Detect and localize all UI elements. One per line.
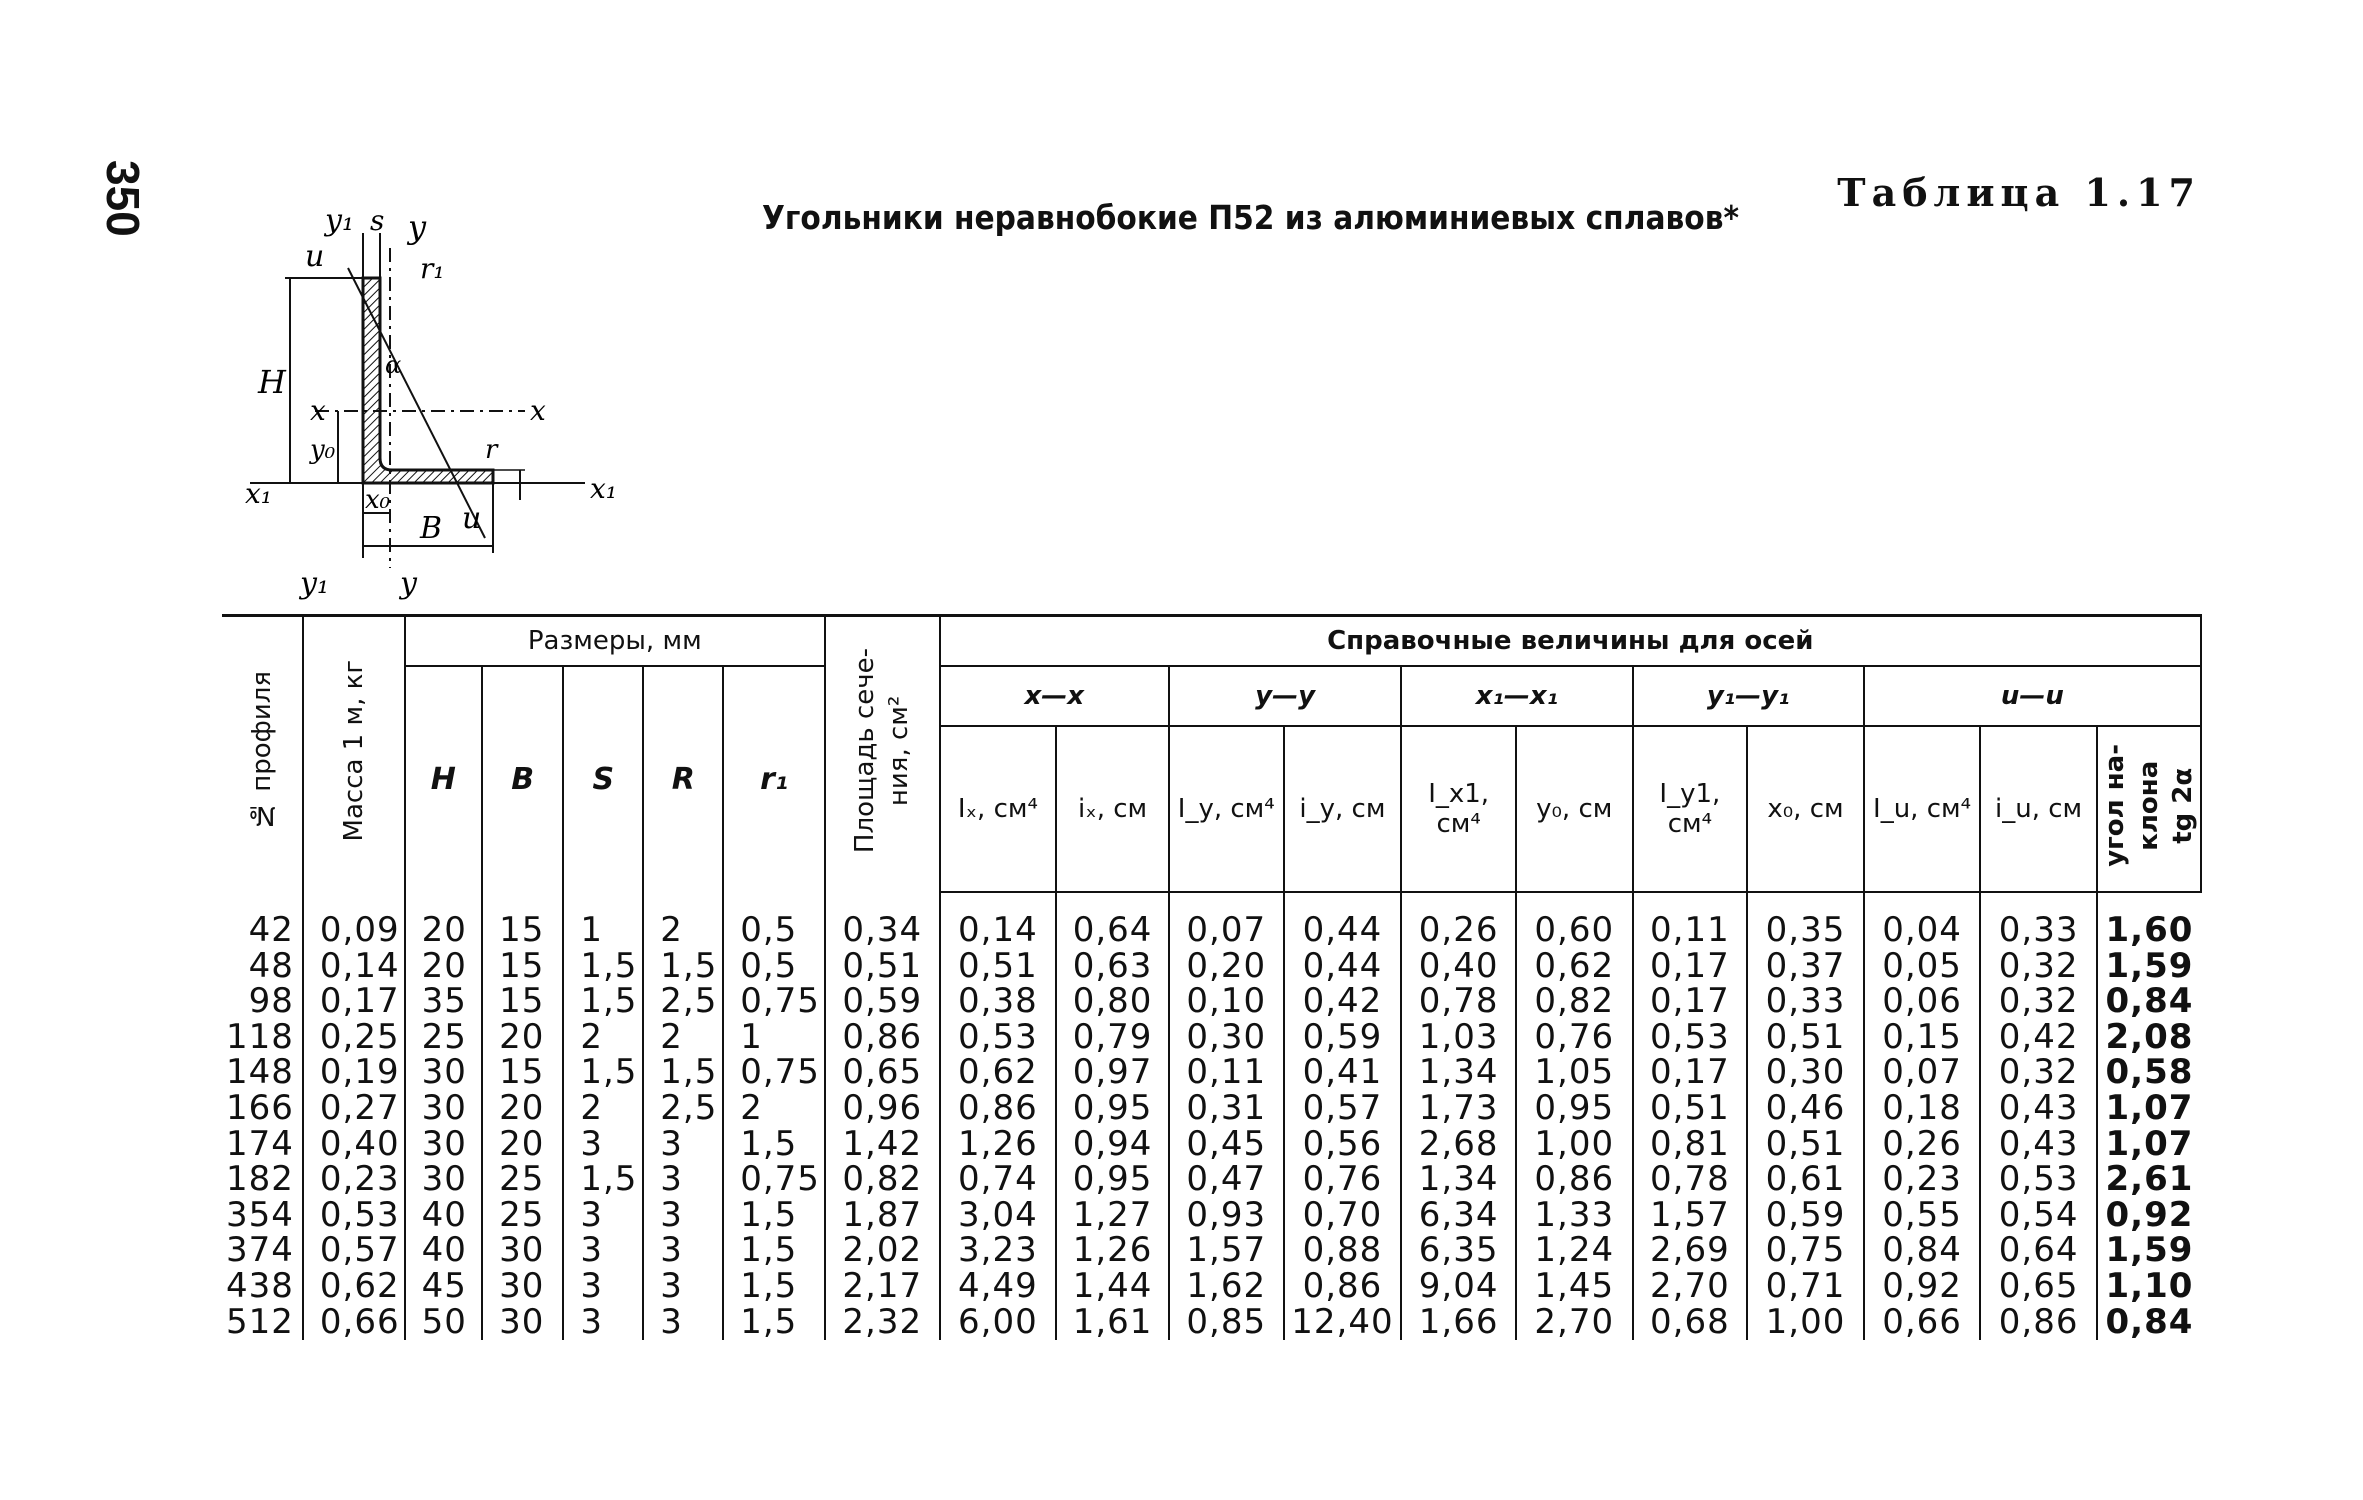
table-cell: 0,51: [1747, 1127, 1864, 1163]
table-cell: 148: [226, 1052, 294, 1093]
table-cell: 0,64: [1980, 1233, 2097, 1269]
table-cell: 0,44: [1284, 949, 1402, 985]
col-Iy: I_y, см⁴: [1169, 726, 1284, 892]
table-cell: 0,61: [1747, 1162, 1864, 1198]
table-cell: 1,07: [2097, 1127, 2201, 1163]
table-cell: 0,84: [2097, 984, 2201, 1020]
table-cell: 0,23: [303, 1162, 405, 1198]
table-cell: 1,34: [1401, 1055, 1516, 1091]
table-cell: 0,40: [1401, 949, 1516, 985]
table-cell: 1,66: [1401, 1305, 1516, 1341]
label-x-right: x: [530, 394, 546, 427]
table-cell: 9,04: [1401, 1269, 1516, 1305]
table-cell: 0,75: [1747, 1233, 1864, 1269]
table-row: [222, 1020, 2201, 1056]
table-cell: 0,70: [1284, 1198, 1402, 1234]
table-cell: 45: [405, 1269, 482, 1305]
table-cell: 1,34: [1401, 1162, 1516, 1198]
table-cell: 0,30: [1747, 1055, 1864, 1091]
table-cell: 20: [482, 1091, 563, 1127]
table-cell: 0,65: [1980, 1269, 2097, 1305]
profile-table: [222, 614, 2202, 1340]
table-cell: 1,5: [723, 1233, 825, 1269]
table-cell: 0,32: [1980, 1055, 2097, 1091]
table-cell: 1,42: [825, 1127, 940, 1163]
table-cell: 0,34: [825, 892, 940, 949]
table-cell: 0,93: [1169, 1198, 1284, 1234]
table-cell: 35: [405, 984, 482, 1020]
table-row: [222, 892, 2201, 949]
axis-x-x: x—x: [940, 666, 1169, 726]
table-cell: 1,5: [723, 1305, 825, 1341]
table-cell: 1: [723, 1020, 825, 1056]
col-ix: iₓ, см: [1056, 726, 1169, 892]
table-cell: 354: [226, 1194, 294, 1235]
table-cell: 0,14: [303, 949, 405, 985]
table-cell: 1,59: [2097, 1233, 2201, 1269]
table-cell: 0,51: [1747, 1020, 1864, 1056]
table-cell: 0,85: [1169, 1305, 1284, 1341]
table-cell: 0,97: [1056, 1055, 1169, 1091]
table-cell: 40: [405, 1198, 482, 1234]
table-cell: 0,59: [1284, 1020, 1402, 1056]
label-x0: x₀: [365, 485, 391, 515]
table-cell: 0,88: [1284, 1233, 1402, 1269]
label-x-left: x: [310, 394, 326, 427]
table-cell: 182: [226, 1159, 294, 1200]
col-r1: r₁: [723, 666, 825, 892]
table-cell: 1,44: [1056, 1269, 1169, 1305]
angle-profile-diagram: [230, 208, 630, 608]
table-cell: 3: [643, 1127, 723, 1163]
label-x1-right: x₁: [590, 472, 618, 505]
table-cell: 1,33: [1516, 1198, 1633, 1234]
table-cell: 1,57: [1633, 1198, 1748, 1234]
label-y-bottom: y: [400, 566, 417, 601]
table-cell: 25: [482, 1162, 563, 1198]
table-cell: 4,49: [940, 1269, 1057, 1305]
table-row: [222, 1198, 2201, 1234]
table-cell: 0,58: [2097, 1055, 2201, 1091]
table-cell: 2,02: [825, 1233, 940, 1269]
table-cell: 50: [405, 1305, 482, 1341]
table-row: [222, 1269, 2201, 1305]
col-Iu: I_u, см⁴: [1864, 726, 1981, 892]
table-cell: 0,15: [1864, 1020, 1981, 1056]
table-cell: 2,17: [825, 1269, 940, 1305]
col-Iy1: I_y1, см⁴: [1633, 726, 1748, 892]
table-cell: 0,42: [1284, 984, 1402, 1020]
label-s: s: [370, 208, 385, 237]
table-cell: 0,62: [1516, 949, 1633, 985]
table-cell: 1,03: [1401, 1020, 1516, 1056]
table-row: [222, 1055, 2201, 1091]
table-cell: 30: [482, 1269, 563, 1305]
table-cell: 20: [405, 949, 482, 985]
table-cell: 2: [563, 1091, 643, 1127]
table-cell: 3: [563, 1305, 643, 1341]
col-iu: i_u, см: [1980, 726, 2097, 892]
table-cell: 0,37: [1747, 949, 1864, 985]
table-cell: 0,05: [1864, 949, 1981, 985]
table-cell: 0,5: [723, 892, 825, 949]
table-cell: 0,10: [1169, 984, 1284, 1020]
table-cell: 0,32: [1980, 949, 2097, 985]
table-cell: 3: [563, 1198, 643, 1234]
table-row: [222, 1305, 2201, 1341]
table-cell: 98: [248, 981, 294, 1022]
table-cell: 0,51: [825, 949, 940, 985]
table-cell: 1,07: [2097, 1091, 2201, 1127]
table-cell: 0,75: [723, 1162, 825, 1198]
table-cell: 0,07: [1169, 892, 1284, 949]
table-cell: 0,76: [1516, 1020, 1633, 1056]
col-Ix: Iₓ, см⁴: [940, 726, 1057, 892]
table-cell: 0,86: [1980, 1305, 2097, 1341]
table-cell: 20: [482, 1020, 563, 1056]
table-cell: 0,26: [1401, 892, 1516, 949]
table-cell: 1,59: [2097, 949, 2201, 985]
table-cell: 3,23: [940, 1233, 1057, 1269]
table-cell: 1,00: [1516, 1127, 1633, 1163]
col-H: H: [405, 666, 482, 892]
table-cell: 0,47: [1169, 1162, 1284, 1198]
table-cell: 1,57: [1169, 1233, 1284, 1269]
table-cell: 0,59: [825, 984, 940, 1020]
table-cell: 1,5: [563, 1055, 643, 1091]
table-cell: 0,84: [2097, 1305, 2201, 1341]
axis-x1-x1: x₁—x₁: [1401, 666, 1632, 726]
table-cell: 0,06: [1864, 984, 1981, 1020]
table-cell: 0,86: [1516, 1162, 1633, 1198]
table-cell: 0,53: [303, 1198, 405, 1234]
table-cell: 166: [226, 1087, 294, 1128]
table-cell: 3: [563, 1127, 643, 1163]
table-cell: 0,53: [1980, 1162, 2097, 1198]
table-cell: 0,43: [1980, 1127, 2097, 1163]
table-cell: 512: [226, 1301, 294, 1342]
table-cell: 1,5: [643, 1055, 723, 1091]
table-cell: 0,46: [1747, 1091, 1864, 1127]
label-u: u: [305, 239, 325, 274]
axis-y-y: y—y: [1169, 666, 1401, 726]
table-cell: 0,82: [825, 1162, 940, 1198]
axis-u-u: u—u: [1864, 666, 2201, 726]
table-cell: 0,04: [1864, 892, 1981, 949]
table-cell: 0,25: [303, 1020, 405, 1056]
table-cell: 30: [482, 1233, 563, 1269]
table-cell: 0,94: [1056, 1127, 1169, 1163]
col-iy: i_y, см: [1284, 726, 1402, 892]
col-group-dimensions: Размеры, мм: [405, 616, 825, 667]
table-cell: 2,32: [825, 1305, 940, 1341]
table-cell: 438: [226, 1265, 294, 1306]
col-area: Площадь сече- ния, см²: [825, 616, 940, 893]
table-cell: 1,00: [1747, 1305, 1864, 1341]
table-cell: 0,60: [1516, 892, 1633, 949]
page-title: Угольники неравнобокие П52 из алюминиевых сплавов*: [762, 198, 1740, 237]
page-number: 350: [97, 160, 149, 237]
table-cell: 15: [482, 949, 563, 985]
table-cell: 1,5: [643, 949, 723, 985]
table-cell: 0,27: [303, 1091, 405, 1127]
table-cell: 118: [226, 1016, 294, 1057]
table-cell: 0,17: [1633, 1055, 1748, 1091]
table-cell: 1,45: [1516, 1269, 1633, 1305]
table-cell: 0,95: [1056, 1091, 1169, 1127]
table-cell: 0,76: [1284, 1162, 1402, 1198]
label-x1-left: x₁: [245, 477, 273, 510]
table-cell: 30: [482, 1305, 563, 1341]
table-cell: 0,11: [1169, 1055, 1284, 1091]
table-cell: 0,66: [303, 1305, 405, 1341]
table-cell: 1,27: [1056, 1198, 1169, 1234]
table-cell: 0,42: [1980, 1020, 2097, 1056]
label-y1-bottom: y₁: [300, 566, 329, 601]
table-row: [222, 1162, 2201, 1198]
table-cell: 30: [405, 1162, 482, 1198]
table-cell: 0,96: [825, 1091, 940, 1127]
table-cell: 30: [405, 1127, 482, 1163]
table-cell: 2: [643, 1020, 723, 1056]
table-cell: 1,5: [563, 1162, 643, 1198]
table-cell: 0,26: [1864, 1127, 1981, 1163]
table-cell: 6,00: [940, 1305, 1057, 1341]
profile-section: [363, 278, 493, 483]
table-cell: 3,04: [940, 1198, 1057, 1234]
table-cell: 0,92: [1864, 1269, 1981, 1305]
table-cell: 0,64: [1056, 892, 1169, 949]
table-cell: 1,10: [2097, 1269, 2201, 1305]
table-cell: 0,45: [1169, 1127, 1284, 1163]
table-cell: 0,53: [940, 1020, 1057, 1056]
table-cell: 0,55: [1864, 1198, 1981, 1234]
table-cell: 0,43: [1980, 1091, 2097, 1127]
table-cell: 0,17: [303, 984, 405, 1020]
table-cell: 1,87: [825, 1198, 940, 1234]
table-cell: 3: [563, 1269, 643, 1305]
table-cell: 0,11: [1633, 892, 1748, 949]
table-cell: 1,5: [563, 949, 643, 985]
table-cell: 15: [482, 984, 563, 1020]
table-cell: 2,5: [643, 984, 723, 1020]
table-cell: 0,07: [1864, 1055, 1981, 1091]
table-cell: 1,73: [1401, 1091, 1516, 1127]
table-cell: 0,78: [1401, 984, 1516, 1020]
col-group-reference: Справочные величины для осей: [940, 616, 2201, 667]
table-cell: 6,35: [1401, 1233, 1516, 1269]
table-cell: 15: [482, 1055, 563, 1091]
table-cell: 0,19: [303, 1055, 405, 1091]
table-cell: 2,61: [2097, 1162, 2201, 1198]
label-y: y: [408, 208, 427, 246]
table-cell: 0,95: [1056, 1162, 1169, 1198]
table-cell: 1,26: [940, 1127, 1057, 1163]
table-cell: 1,5: [723, 1127, 825, 1163]
table-cell: 374: [226, 1230, 294, 1271]
table-cell: 15: [482, 892, 563, 949]
table-cell: 0,53: [1633, 1020, 1748, 1056]
table-cell: 6,34: [1401, 1198, 1516, 1234]
table-cell: 0,14: [940, 892, 1057, 949]
table-cell: 40: [405, 1233, 482, 1269]
table-cell: 0,74: [940, 1162, 1057, 1198]
table-cell: 0,51: [940, 949, 1057, 985]
table-cell: 2: [723, 1091, 825, 1127]
table-cell: 2,70: [1516, 1305, 1633, 1341]
table-cell: 2,08: [2097, 1020, 2201, 1056]
table-cell: 0,75: [723, 984, 825, 1020]
table-cell: 25: [482, 1198, 563, 1234]
table-cell: 2: [643, 892, 723, 949]
table-cell: 3: [643, 1305, 723, 1341]
table-cell: 0,20: [1169, 949, 1284, 985]
table-cell: 0,09: [303, 892, 405, 949]
table-cell: 0,86: [940, 1091, 1057, 1127]
table-row: [222, 949, 2201, 985]
table-cell: 0,75: [723, 1055, 825, 1091]
table-cell: 2: [563, 1020, 643, 1056]
table-cell: 1,5: [723, 1269, 825, 1305]
col-mass: Масса 1 м, кг: [303, 616, 405, 893]
table-label: Таблица 1.17: [1837, 170, 2201, 215]
table-cell: 0,66: [1864, 1305, 1981, 1341]
table-cell: 0,32: [1980, 984, 2097, 1020]
table-cell: 48: [248, 945, 294, 986]
table-cell: 3: [643, 1269, 723, 1305]
table-cell: 0,54: [1980, 1198, 2097, 1234]
table-cell: 174: [226, 1123, 294, 1164]
col-tg2a: угол на- клона tg 2α: [2097, 726, 2201, 892]
table-cell: 0,17: [1633, 984, 1748, 1020]
table-cell: 0,5: [723, 949, 825, 985]
table-cell: 0,57: [303, 1233, 405, 1269]
table-cell: 0,38: [940, 984, 1057, 1020]
col-Ix1: I_x1, см⁴: [1401, 726, 1516, 892]
table-cell: 3: [563, 1233, 643, 1269]
table-cell: 0,80: [1056, 984, 1169, 1020]
table-cell: 3: [643, 1198, 723, 1234]
label-B: B: [420, 511, 443, 546]
table-cell: 0,84: [1864, 1233, 1981, 1269]
label-y1: y₁: [325, 208, 354, 238]
table-cell: 1,05: [1516, 1055, 1633, 1091]
table-cell: 1,5: [563, 984, 643, 1020]
table-cell: 0,63: [1056, 949, 1169, 985]
table-cell: 20: [405, 892, 482, 949]
table-cell: 0,62: [303, 1269, 405, 1305]
col-R: R: [643, 666, 723, 892]
table-cell: 0,65: [825, 1055, 940, 1091]
table-cell: 1,5: [723, 1198, 825, 1234]
table-cell: 2,5: [643, 1091, 723, 1127]
table-cell: 0,33: [1980, 892, 2097, 949]
col-profile: № профиля: [222, 616, 303, 893]
label-u-bottom: u: [462, 501, 482, 536]
table-cell: 0,35: [1747, 892, 1864, 949]
table-cell: 0,62: [940, 1055, 1057, 1091]
col-x0: x₀, см: [1747, 726, 1864, 892]
table-cell: 12,40: [1284, 1305, 1402, 1341]
table-cell: 2,70: [1633, 1269, 1748, 1305]
col-S: S: [563, 666, 643, 892]
table-cell: 20: [482, 1127, 563, 1163]
table-cell: 0,68: [1633, 1305, 1748, 1341]
table-cell: 0,92: [2097, 1198, 2201, 1234]
table-cell: 0,23: [1864, 1162, 1981, 1198]
table-row: [222, 1091, 2201, 1127]
table-row: [222, 1127, 2201, 1163]
col-B: B: [482, 666, 563, 892]
table-cell: 30: [405, 1091, 482, 1127]
table-cell: 1,26: [1056, 1233, 1169, 1269]
table-cell: 0,57: [1284, 1091, 1402, 1127]
table-cell: 0,86: [825, 1020, 940, 1056]
table-cell: 0,81: [1633, 1127, 1748, 1163]
table-cell: 1,62: [1169, 1269, 1284, 1305]
table-cell: 0,59: [1747, 1198, 1864, 1234]
table-cell: 1,24: [1516, 1233, 1633, 1269]
table-cell: 0,41: [1284, 1055, 1402, 1091]
table-cell: 3: [643, 1162, 723, 1198]
table-cell: 30: [405, 1055, 482, 1091]
table-cell: 0,17: [1633, 949, 1748, 985]
label-r1: r₁: [420, 252, 445, 285]
table-cell: 0,30: [1169, 1020, 1284, 1056]
table-cell: 0,78: [1633, 1162, 1748, 1198]
col-y0: y₀, см: [1516, 726, 1633, 892]
table-cell: 0,18: [1864, 1091, 1981, 1127]
table-cell: 0,33: [1747, 984, 1864, 1020]
label-y0: y₀: [310, 435, 336, 465]
table-cell: 25: [405, 1020, 482, 1056]
table-cell: 0,51: [1633, 1091, 1748, 1127]
table-row: [222, 1233, 2201, 1269]
table-cell: 0,71: [1747, 1269, 1864, 1305]
table-cell: 2,68: [1401, 1127, 1516, 1163]
table-cell: 3: [643, 1233, 723, 1269]
table-cell: 0,56: [1284, 1127, 1402, 1163]
label-H: H: [258, 363, 286, 401]
table-cell: 0,95: [1516, 1091, 1633, 1127]
table-cell: 0,40: [303, 1127, 405, 1163]
table-cell: 42: [248, 909, 294, 950]
label-alpha: α: [385, 351, 402, 379]
table-cell: 0,44: [1284, 892, 1402, 949]
label-r: r: [485, 435, 498, 465]
table-cell: 0,31: [1169, 1091, 1284, 1127]
table-cell: 2,69: [1633, 1233, 1748, 1269]
axis-y1-y1: y₁—y₁: [1633, 666, 1864, 726]
table-row: [222, 984, 2201, 1020]
table-cell: 1: [563, 892, 643, 949]
table-cell: 0,86: [1284, 1269, 1402, 1305]
table-cell: 0,82: [1516, 984, 1633, 1020]
table-cell: 1,60: [2097, 892, 2201, 949]
table-cell: 0,79: [1056, 1020, 1169, 1056]
table-cell: 1,61: [1056, 1305, 1169, 1341]
